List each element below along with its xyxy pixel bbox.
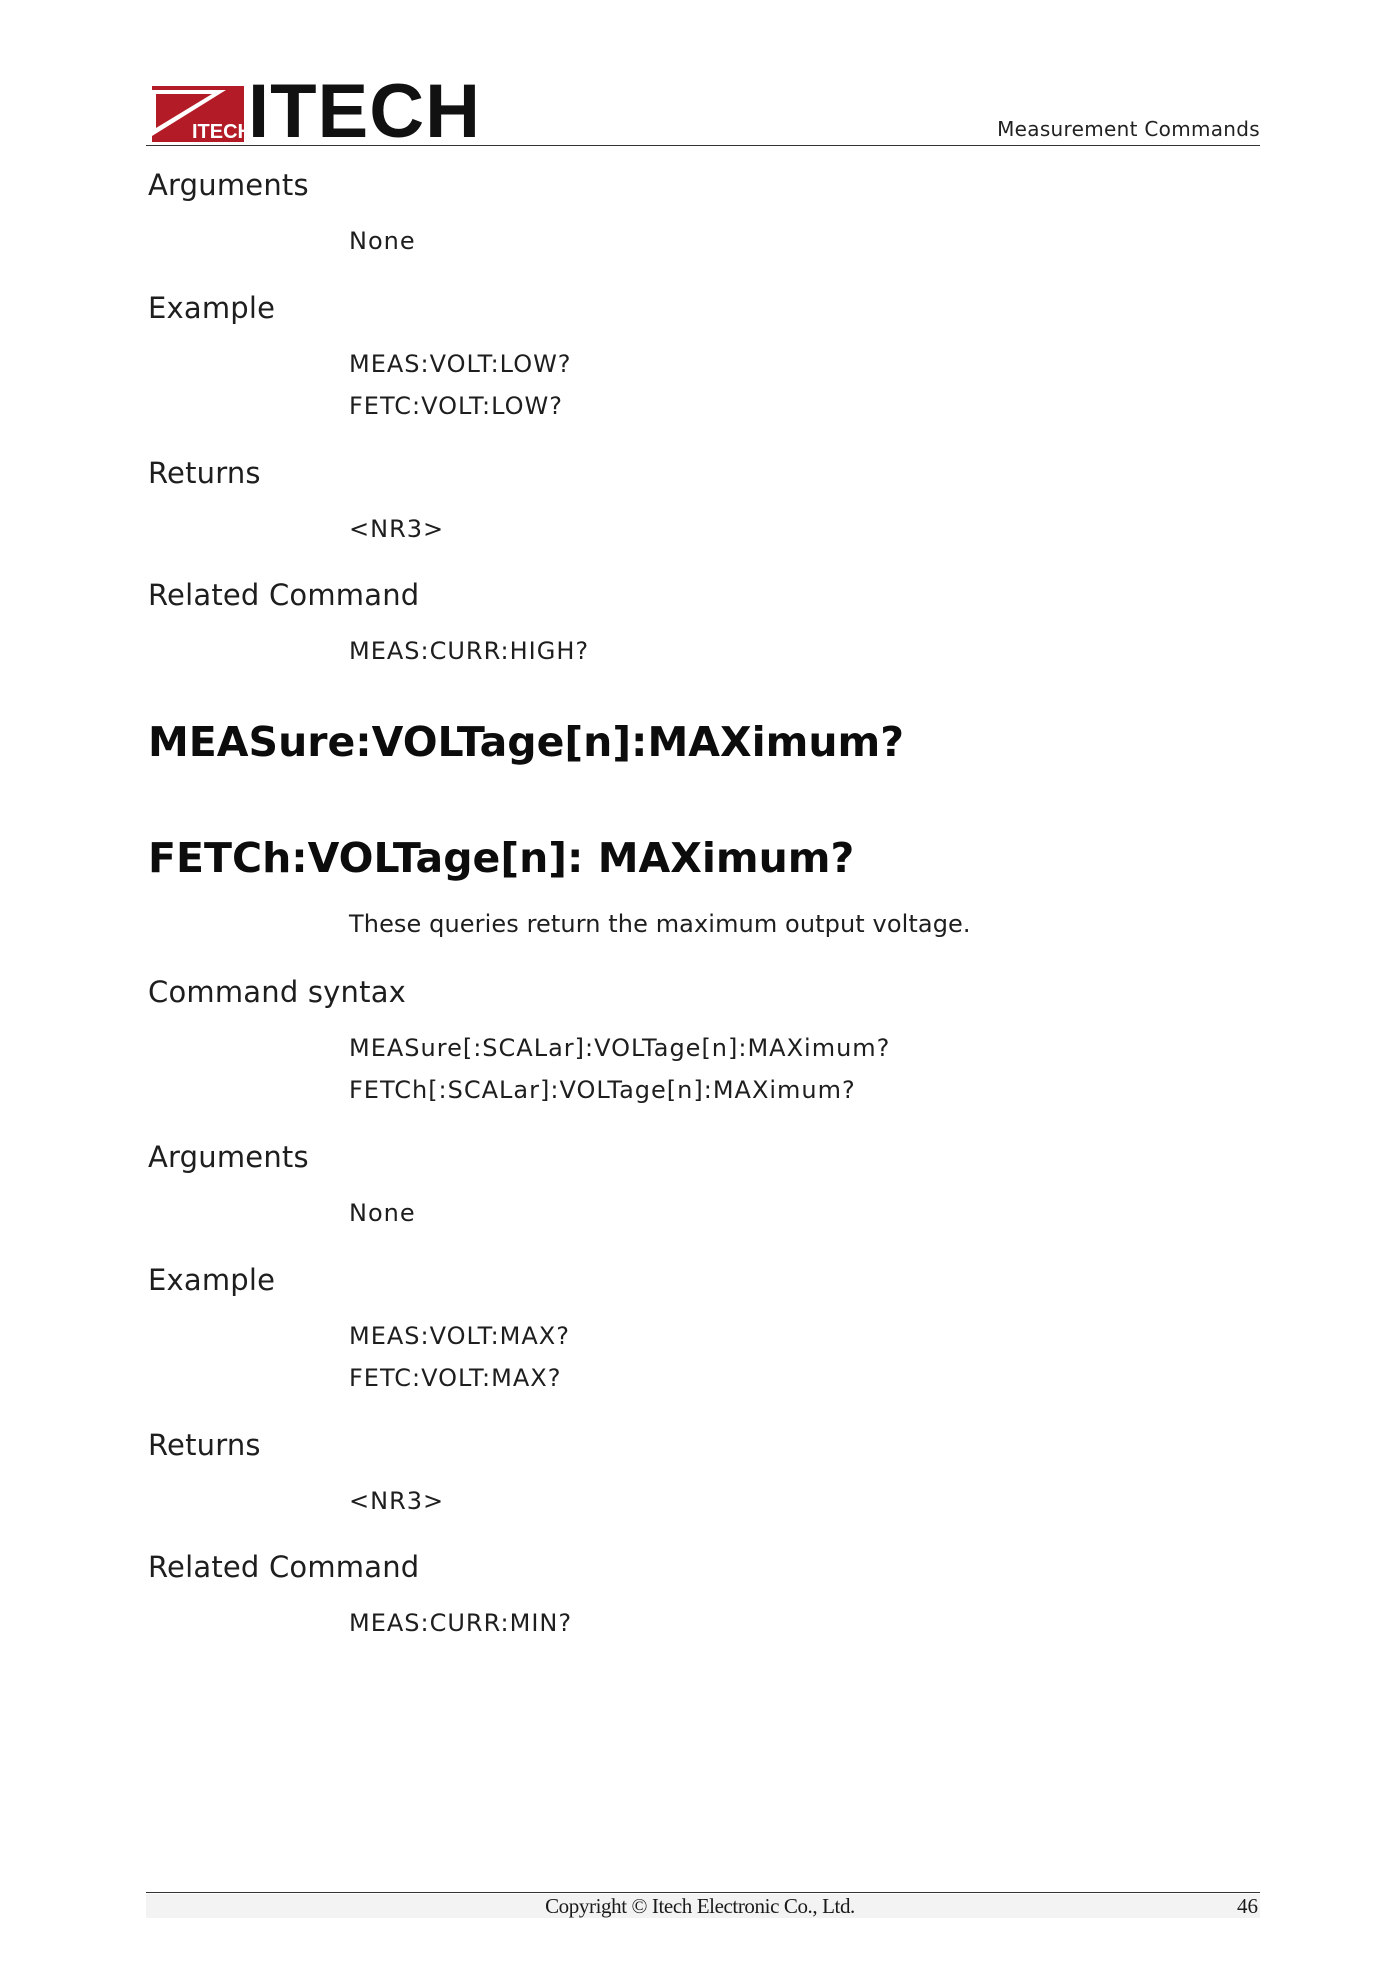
returns-label: Returns bbox=[148, 456, 261, 490]
command-syntax-label: Command syntax bbox=[148, 975, 407, 1009]
returns-value: <NR3> bbox=[349, 1487, 445, 1515]
copyright-text: Copyright © Itech Electronic Co., Ltd. bbox=[545, 1894, 855, 1918]
example-line: MEAS:VOLT:LOW? bbox=[349, 350, 572, 378]
related-command-label: Related Command bbox=[148, 1550, 420, 1584]
returns-value: <NR3> bbox=[349, 515, 445, 543]
example-label: Example bbox=[148, 291, 276, 325]
itech-flag-icon bbox=[152, 86, 252, 143]
arguments-value: None bbox=[349, 227, 416, 255]
itech-logo bbox=[152, 69, 481, 154]
example-label: Example bbox=[148, 1263, 276, 1297]
returns-label: Returns bbox=[148, 1428, 261, 1462]
command-description: These queries return the maximum output voltage. bbox=[349, 910, 971, 938]
arguments-label: Arguments bbox=[148, 168, 309, 202]
header-divider bbox=[146, 145, 1260, 146]
arguments-value: None bbox=[349, 1199, 416, 1227]
example-line: MEAS:VOLT:MAX? bbox=[349, 1322, 570, 1350]
related-command-value: MEAS:CURR:HIGH? bbox=[349, 637, 590, 665]
related-command-value: MEAS:CURR:MIN? bbox=[349, 1609, 573, 1637]
example-line: FETC:VOLT:LOW? bbox=[349, 392, 564, 420]
arguments-label: Arguments bbox=[148, 1140, 309, 1174]
related-command-label: Related Command bbox=[148, 578, 420, 612]
command-heading-measure: MEASure:VOLTage[n]:MAXimum? bbox=[148, 718, 905, 766]
logo-badge-text: ITECH bbox=[192, 121, 252, 143]
syntax-line: MEASure[:SCALar]:VOLTage[n]:MAXimum? bbox=[349, 1034, 891, 1062]
command-heading-fetch: FETCh:VOLTage[n]: MAXimum? bbox=[148, 834, 855, 882]
syntax-line: FETCh[:SCALar]:VOLTage[n]:MAXimum? bbox=[349, 1076, 856, 1104]
footer-divider bbox=[146, 1892, 1260, 1893]
logo-wordmark: ITECH bbox=[248, 69, 481, 154]
example-line: FETC:VOLT:MAX? bbox=[349, 1364, 562, 1392]
section-title: Measurement Commands bbox=[997, 117, 1260, 141]
page-number: 46 bbox=[1237, 1894, 1258, 1918]
